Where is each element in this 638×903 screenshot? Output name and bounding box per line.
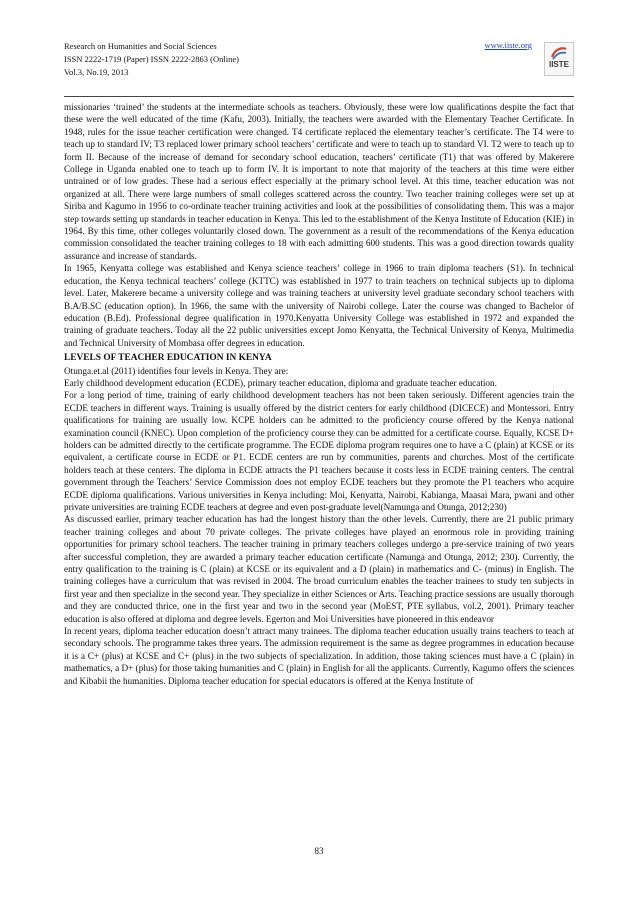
body-paragraph: As discussed earlier, primary teacher education has had the longest history than the other levels. Currently, there are 21 public primary teacher training colleges and about 70 private colleges. The private colleges have played an enormous role in providing training opportunities for primary school teachers. The teacher training in primary teachers colleges undergo a pre-service training of two years after successful completion, they are awarded a primary teacher education certificate (Namunga and Otunga, 2012; 230). Currently, the entry qualification to the training is C (plain) at KCSE or its equivalent and a D (plain) in mathematics and C- (minus) in English. The training colleges have a curriculum that was revised in 2004. The broad curriculum enables the teacher trainees to study ten subjects in first year and then specialize in the second year. They specialize in either Sciences or Arts. Teaching practice sessions are usually thorough and they are conducted thrice, one in the first year and two in the second year (MoEST, PTE syllabus, vol.2, 2001). Primary teacher education is also offered at diploma and degree levels. Egerton and Moi Universities have pioneered in this endeavor (64, 514, 574, 624)
logo-swoosh-icon (550, 46, 568, 60)
logo-text: IISTE (548, 60, 569, 69)
body-paragraph: missionaries ‘trained’ the students at the intermediate schools as teachers. Obviously, these were low qualifications despite the fact that these were the well educated of the time (Kafu, 2003). Initially, the teachers were awarded with the Elementary Teacher Certificate. In 1948, rules for the issue teacher certification were changed. T4 certificate replaced the elementary teacher’s certificate. The T4 were to teach up to standard IV; T3 replaced lower primary school teachers’ certificate and were to teach up to standard VI. T2 were to teach up to form II. Because of the increase of demand for secondary school education, teachers’ certificate (T1) that was offered by Makerere College in Uganda enabled one to teach up to form IV. It is important to note that majority of the teachers at this time were either untrained or of low grades. These had a serious effect especially at the primary school level. At this time, teacher education was not organized at all. There were large numbers of small colleges scattered across the country. Two teacher training colleges were set up at Siriba and Kagumo in 1956 to co-ordinate teacher training activities and look at the possibilities of consolidating them. This was a major step towards setting up standards in teacher education in Kenya. This led to the establishment of the Kenya Institute of Education (KIE) in 1964. By this time, other colleges voluntarily closed down. The government as a result of the recommendations of the Kenya education commission consolidated the teacher training colleges to 18 with each admitting 600 students. This was a good direction towards quality assurance and increase of standards. (64, 102, 574, 261)
body-paragraph: For a long period of time, training of early childhood development teachers has not been taken seriously. Different agencies train the ECDE teachers in different ways. Training is usually offered by the district centers for early childhood (DICECE) and Montessori. Entry qualifications for training are usually low. KCPE holders can be admitted to the proficiency course offered by the Kenya national examination council (KNEC). Upon completion of the proficiency course they can be admitted for a certificate course. Equally, KCSE D+ holders can be admitted directly to the certificate programme. The ECDE diploma program requires one to have a C (plain) at KCSE or its equivalent, a certificate course in ECDE or P1. ECDE centers are run by communities, parents and churches. Most of the certificate holders teach at these centers. The diploma in ECDE attracts the P1 teachers because it costs less in ECDE training centers. The central government through the Teachers’ Service Commission does not employ ECDE teachers but they promote the P1 teachers who acquire ECDE diploma qualifications. Various universities in Kenya including: Moi, Kenyatta, Nairobi, Kabianga, Maasai Mara, pwani and other private universities are training ECDE teachers at degree and even post-graduate level(Namunga and Otunga, 2012;230) (64, 390, 574, 512)
body-paragraph: Otunga.et.al (2011) identifies four levels in Kenya. They are: (64, 365, 289, 376)
page-number: 83 (314, 846, 324, 856)
journal-name: Research on Humanities and Social Sciences (64, 41, 217, 51)
section-heading: LEVELS OF TEACHER EDUCATION IN KENYA (64, 353, 272, 364)
issn-line: ISSN 2222-1719 (Paper) ISSN 2222-2863 (Online) (64, 54, 239, 64)
iiste-logo (544, 42, 574, 76)
website-link[interactable]: www.iiste.org (484, 40, 532, 50)
body-paragraph: Early childhood development education (ECDE), primary teacher education, diploma and graduate teacher education. (64, 377, 497, 388)
body-paragraph: In recent years, diploma teacher education doesn’t attract many trainees. The diploma teacher education usually trains teachers to teach at secondary schools. The programme takes three years. The admission requirement is the same as degree programmes in education because it is a C+ (plus) at KCSE and C+ (plus) in the two subjects of specialization. In addition, those taking sciences must have a C (plain) in mathematics, a D+ (plus) for those taking humanities and C (plain) in English for all the applicants. Currently, Kagumo offers the sciences and Kibabii the humanities. Diploma teacher education for special educators is offered at the Kenya Institute of (64, 626, 574, 686)
header-rule (64, 96, 574, 97)
article-body (64, 101, 574, 687)
page-header (64, 40, 574, 96)
volume-line: Vol.3, No.19, 2013 (64, 67, 129, 77)
body-paragraph: In 1965, Kenyatta college was established and Kenya science teachers’ college in 1966 to train diploma teachers (S1). In technical education, the Kenya technical teachers’ college (KTTC) was established in 1977 to train teachers on technical subjects up to diploma level. Later, Makerere became a university college and was training teachers at university level graduate secondary school teachers with B.A/B.SC (education option). In 1966, the same with the university of Nairobi college. Later the course was changed to Bachelor of education (B.Ed). Professional degree qualification in 1970.Kenyatta University College was established in 1972 and expanded the training of graduate teachers. Today all the 22 public universities except Jomo Kenyatta, the Technical University of Kenya, Multimedia and Technical University of Mombasa offer degrees in education. (64, 263, 574, 348)
